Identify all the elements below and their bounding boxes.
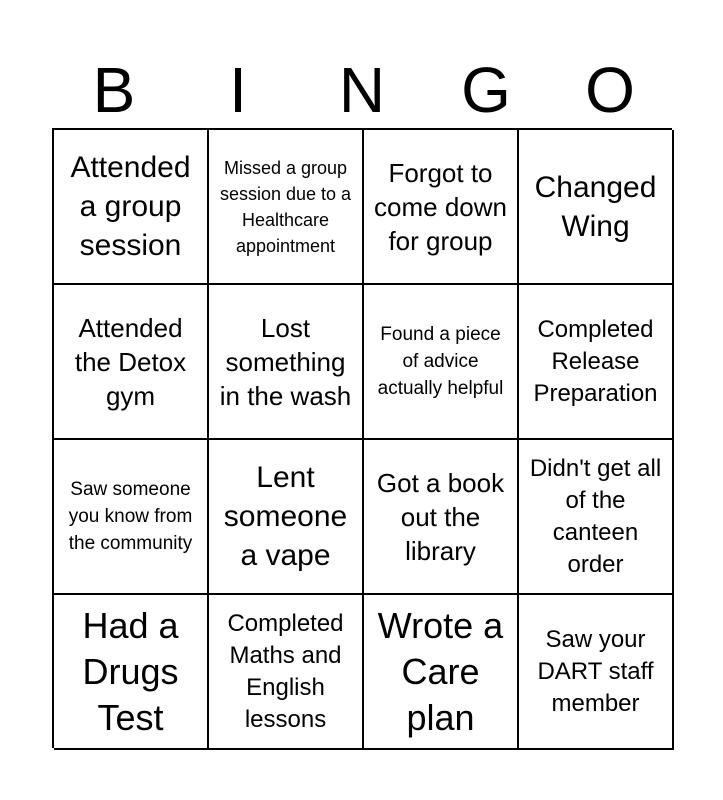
bingo-cell-saw-dart-staff[interactable] bbox=[519, 595, 674, 750]
cell-label: Found a piece of advice actually helpful bbox=[377, 324, 504, 399]
cell-label: Attended the Detox gym bbox=[74, 312, 187, 411]
header-letter-o: O bbox=[585, 54, 635, 126]
cell-label: Lent someone a vape bbox=[223, 461, 348, 572]
bingo-cell-completed-maths-english[interactable] bbox=[209, 595, 364, 750]
bingo-cell-missed-group-session[interactable] bbox=[209, 130, 364, 285]
header-letter-i: I bbox=[229, 54, 247, 126]
cell-label: Attended a group session bbox=[70, 151, 191, 262]
header-letter-n: N bbox=[338, 54, 386, 126]
cell-label: Missed a group session due to a Healthcare appointment bbox=[219, 157, 352, 256]
bingo-cell-canteen-order[interactable] bbox=[519, 440, 674, 595]
cell-label: Wrote a Care plan bbox=[377, 604, 504, 738]
cell-label: Completed Maths and English lessons bbox=[227, 609, 344, 733]
bingo-header bbox=[52, 54, 672, 126]
bingo-board bbox=[52, 128, 672, 748]
bingo-cell-found-advice-helpful[interactable] bbox=[364, 285, 519, 440]
bingo-cell-had-a-drugs-test[interactable] bbox=[54, 595, 209, 750]
bingo-cell-saw-someone-from-community[interactable] bbox=[54, 440, 209, 595]
bingo-cell-attended-group-session[interactable] bbox=[54, 130, 209, 285]
cell-label: Forgot to come down for group bbox=[374, 157, 507, 256]
cell-label: Had a Drugs Test bbox=[82, 604, 179, 738]
cell-label: Saw someone you know from the community bbox=[68, 479, 193, 554]
cell-label: Saw your DART staff member bbox=[537, 625, 654, 717]
cell-label: Got a book out the library bbox=[376, 467, 505, 566]
header-letter-b: B bbox=[92, 54, 136, 126]
bingo-cell-changed-wing[interactable] bbox=[519, 130, 674, 285]
bingo-cell-wrote-a-care-plan[interactable] bbox=[364, 595, 519, 750]
bingo-cell-completed-release-preparation[interactable] bbox=[519, 285, 674, 440]
bingo-cell-lost-something-in-wash[interactable] bbox=[209, 285, 364, 440]
bingo-cell-forgot-to-come-down[interactable] bbox=[364, 130, 519, 285]
cell-label: Lost something in the wash bbox=[219, 312, 352, 411]
bingo-cell-lent-someone-a-vape[interactable] bbox=[209, 440, 364, 595]
cell-label: Didn't get all of the canteen order bbox=[529, 454, 662, 578]
cell-label: Changed Wing bbox=[534, 170, 657, 243]
header-letter-g: G bbox=[461, 54, 511, 126]
bingo-cell-attended-detox-gym[interactable] bbox=[54, 285, 209, 440]
bingo-cell-got-a-book-out[interactable] bbox=[364, 440, 519, 595]
cell-label: Completed Release Preparation bbox=[533, 315, 658, 407]
